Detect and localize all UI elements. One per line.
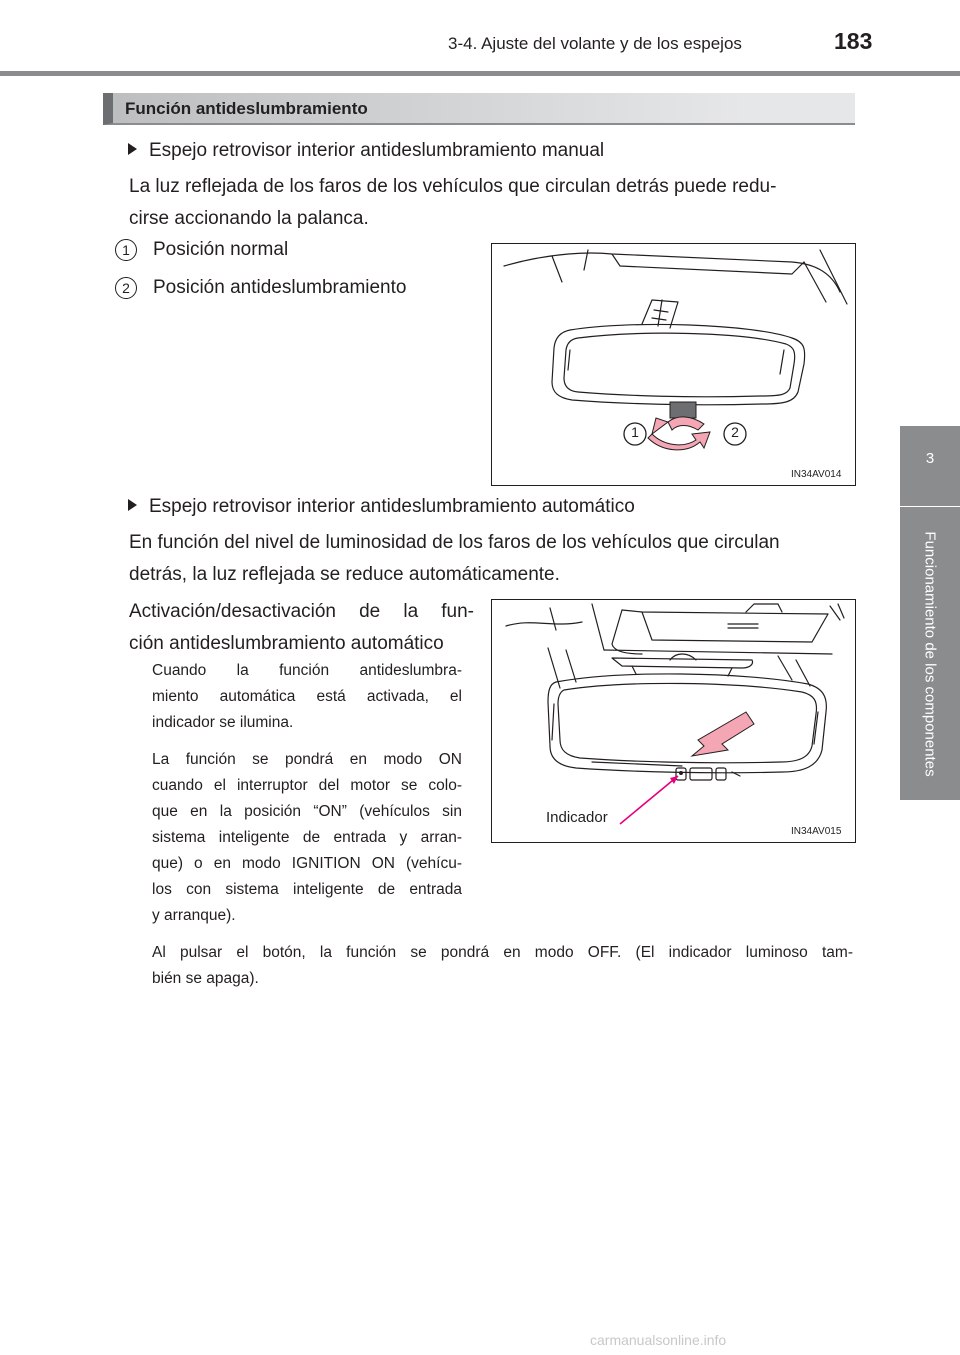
note1-line-2: miento automática está activada, el (152, 688, 462, 705)
section-title: Función antideslumbramiento (125, 99, 368, 118)
header-rule (0, 71, 960, 76)
side-tab-number-text: 3 (925, 450, 935, 467)
auto-note-indicator (152, 658, 462, 736)
figure-code: IN34AV015 (791, 826, 842, 837)
note2-line-4: sistema inteligente de entrada y arran- (152, 829, 462, 846)
triangle-bullet-icon (128, 143, 137, 155)
figure-callout-1: 1 (631, 424, 639, 440)
side-tab-label-text: Funcionamiento de los componentes (921, 530, 939, 777)
item-number-1: 1 (115, 239, 137, 261)
auto-mirror-heading (128, 496, 635, 518)
note3-line-1: Al pulsar el botón, la función se pondrá en modo OFF. (El indicador luminoso tam- (152, 944, 853, 961)
side-tab-chapter-label (900, 507, 960, 800)
footer-watermark: carmanualsonline.info (590, 1332, 727, 1348)
auto-mirror-description (129, 527, 855, 591)
note2-line-7: y arranque). (152, 907, 236, 924)
manual-desc-line-2: cirse accionando la palanca. (129, 208, 369, 229)
item-label-normal-position: Posición normal (153, 239, 289, 260)
figure-callout-2: 2 (731, 424, 739, 440)
figure-code: IN34AV014 (791, 469, 842, 480)
note1-line-1: Cuando la función antideslumbra- (152, 662, 462, 679)
note2-line-1: La función se pondrá en modo ON (152, 751, 462, 768)
auto-desc-line-2: detrás, la luz reflejada se reduce automáticamente. (129, 564, 560, 585)
triangle-bullet-icon (128, 499, 137, 511)
auto-desc-line-1: En función del nivel de luminosidad de los faros de los vehículos que circulan (129, 532, 780, 553)
manual-mirror-heading-text: Espejo retrovisor interior antideslumbramiento manual (149, 140, 605, 161)
activation-heading (129, 596, 474, 660)
auto-mirror-heading-text: Espejo retrovisor interior antideslumbramiento automático (149, 496, 635, 517)
manual-mirror-heading (128, 140, 604, 162)
auto-note-off-mode (152, 940, 853, 992)
manual-mirror-description (129, 171, 855, 235)
note2-line-3: que en la posición “ON” (vehículos sin (152, 803, 462, 820)
note2-line-6: los con sistema inteligente de entrada (152, 881, 462, 898)
manual-mirror-illustration (492, 244, 855, 485)
manual-mirror-figure (491, 243, 856, 486)
note2-line-2: cuando el interruptor del motor se colo- (152, 777, 462, 794)
note2-line-5: que) o en modo IGNITION ON (vehícu- (152, 855, 462, 872)
auto-mirror-figure (491, 599, 856, 843)
activation-line-2: ción antideslumbramiento automático (129, 633, 444, 654)
indicator-label: Indicador (546, 809, 608, 826)
activation-line-1: Activación/desactivación de la fun- (129, 601, 474, 622)
auto-mirror-illustration (492, 600, 855, 842)
chapter-title: 3-4. Ajuste del volante y de los espejos (448, 34, 742, 53)
auto-note-on-mode (152, 747, 462, 929)
side-tab-chapter-number (900, 426, 960, 506)
note1-line-3: indicador se ilumina. (152, 714, 294, 731)
note3-line-2: bién se apaga). (152, 970, 259, 987)
section-header (103, 93, 855, 125)
manual-desc-line-1: La luz reflejada de los faros de los vehículos que circulan detrás puede redu- (129, 176, 777, 197)
item-label-antiglare-position: Posición antideslumbramiento (153, 277, 407, 298)
item-number-2: 2 (115, 277, 137, 299)
page-number: 183 (834, 28, 873, 54)
